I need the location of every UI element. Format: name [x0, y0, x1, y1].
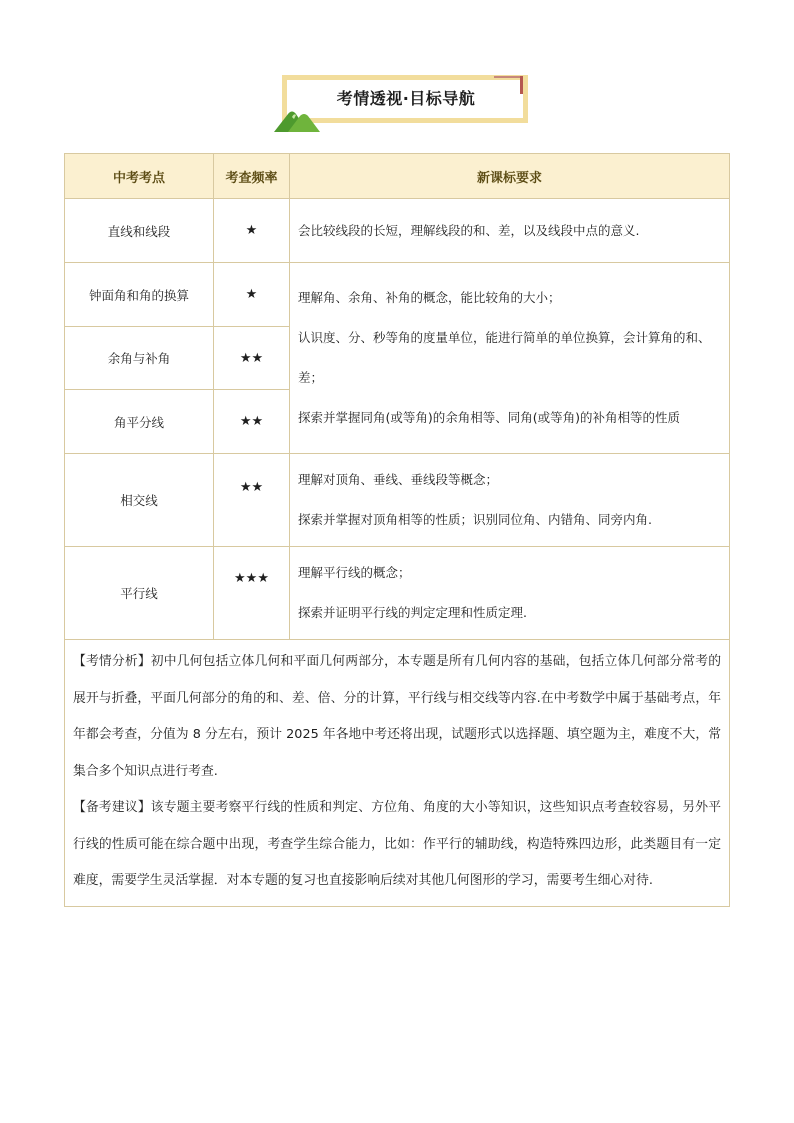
requirement-text: 探索并掌握对顶角相等的性质；识别同位角、内错角、同旁内角. — [298, 512, 652, 527]
topic-cell: 直线和线段 — [65, 199, 214, 263]
banner-accent-line — [494, 76, 522, 78]
banner-title: 考情透视·目标导航 — [336, 89, 476, 108]
table-row — [65, 547, 730, 640]
requirement-text: 会比较线段的长短，理解线段的和、差，以及线段中点的意义. — [298, 222, 640, 238]
header-frequency: 考查频率 — [214, 154, 290, 199]
topic-cell: 相交线 — [65, 454, 214, 547]
requirement-text: 探索并掌握同角(或等角)的余角相等、同角(或等角)的补角相等的性质 — [298, 410, 681, 425]
frequency-stars: ★★ — [214, 454, 290, 547]
requirement-text: 理解角、余角、补角的概念，能比较角的大小； — [298, 290, 561, 305]
frequency-stars: ★ — [214, 199, 290, 263]
header-topic: 中考考点 — [65, 154, 214, 199]
frequency-stars: ★ — [214, 263, 290, 327]
requirement-cell — [290, 547, 730, 640]
requirement-text: 理解对顶角、垂线、垂线段等概念； — [298, 472, 499, 487]
frequency-stars: ★★ — [214, 327, 290, 390]
table-row — [65, 199, 730, 263]
requirement-cell — [290, 199, 730, 263]
frequency-stars: ★★ — [214, 390, 290, 454]
analysis-cell — [65, 640, 730, 907]
study-advice-text: 【备考建议】该专题主要考察平行线的性质和判定、方位角、角度的大小等知识，这些知识点考查较容易，另外平行线的性质可能在综合题中出现，考查学生综合能力，比如：作平行的辅助线，构造特殊四边形，此类题目有一定难度，需要学生灵活掌握．对本专题的复习也直接影响后续对其他几何图形的学习，需要考生细心对待. — [73, 800, 721, 888]
table-header-row — [65, 154, 730, 199]
header-requirements: 新课标要求 — [290, 154, 730, 199]
topic-cell: 角平分线 — [65, 390, 214, 454]
table-row — [65, 640, 730, 907]
exam-topics-table — [64, 153, 730, 907]
frequency-stars: ★★★ — [214, 547, 290, 640]
topic-cell: 平行线 — [65, 547, 214, 640]
section-banner — [274, 72, 534, 132]
topic-cell: 余角与补角 — [65, 327, 214, 390]
requirement-cell — [290, 454, 730, 547]
requirement-text: 理解平行线的概念； — [298, 565, 411, 580]
requirement-cell — [290, 263, 730, 454]
topic-cell: 钟面角和角的换算 — [65, 263, 214, 327]
requirement-text: 认识度、分、秒等角的度量单位，能进行简单的单位换算，会计算角的和、差； — [298, 330, 711, 385]
table-row — [65, 454, 730, 547]
exam-analysis-text: 【考情分析】初中几何包括立体几何和平面几何两部分，本专题是所有几何内容的基础，包括立体几何部分常考的展开与折叠，平面几何部分的角的和、差、倍、分的计算，平行线与相交线等内容.在中考数学中属于基础考点，年年都会考查，分值为 8 分左右，预计 2025 年各地中考还将出现，试题形式以选择题、填空题为主，难度不大，常集合多个知识点进行考查. — [73, 654, 721, 779]
requirement-text: 探索并证明平行线的判定定理和性质定理. — [298, 605, 527, 620]
table-row — [65, 263, 730, 327]
mountain-icon — [274, 106, 326, 132]
